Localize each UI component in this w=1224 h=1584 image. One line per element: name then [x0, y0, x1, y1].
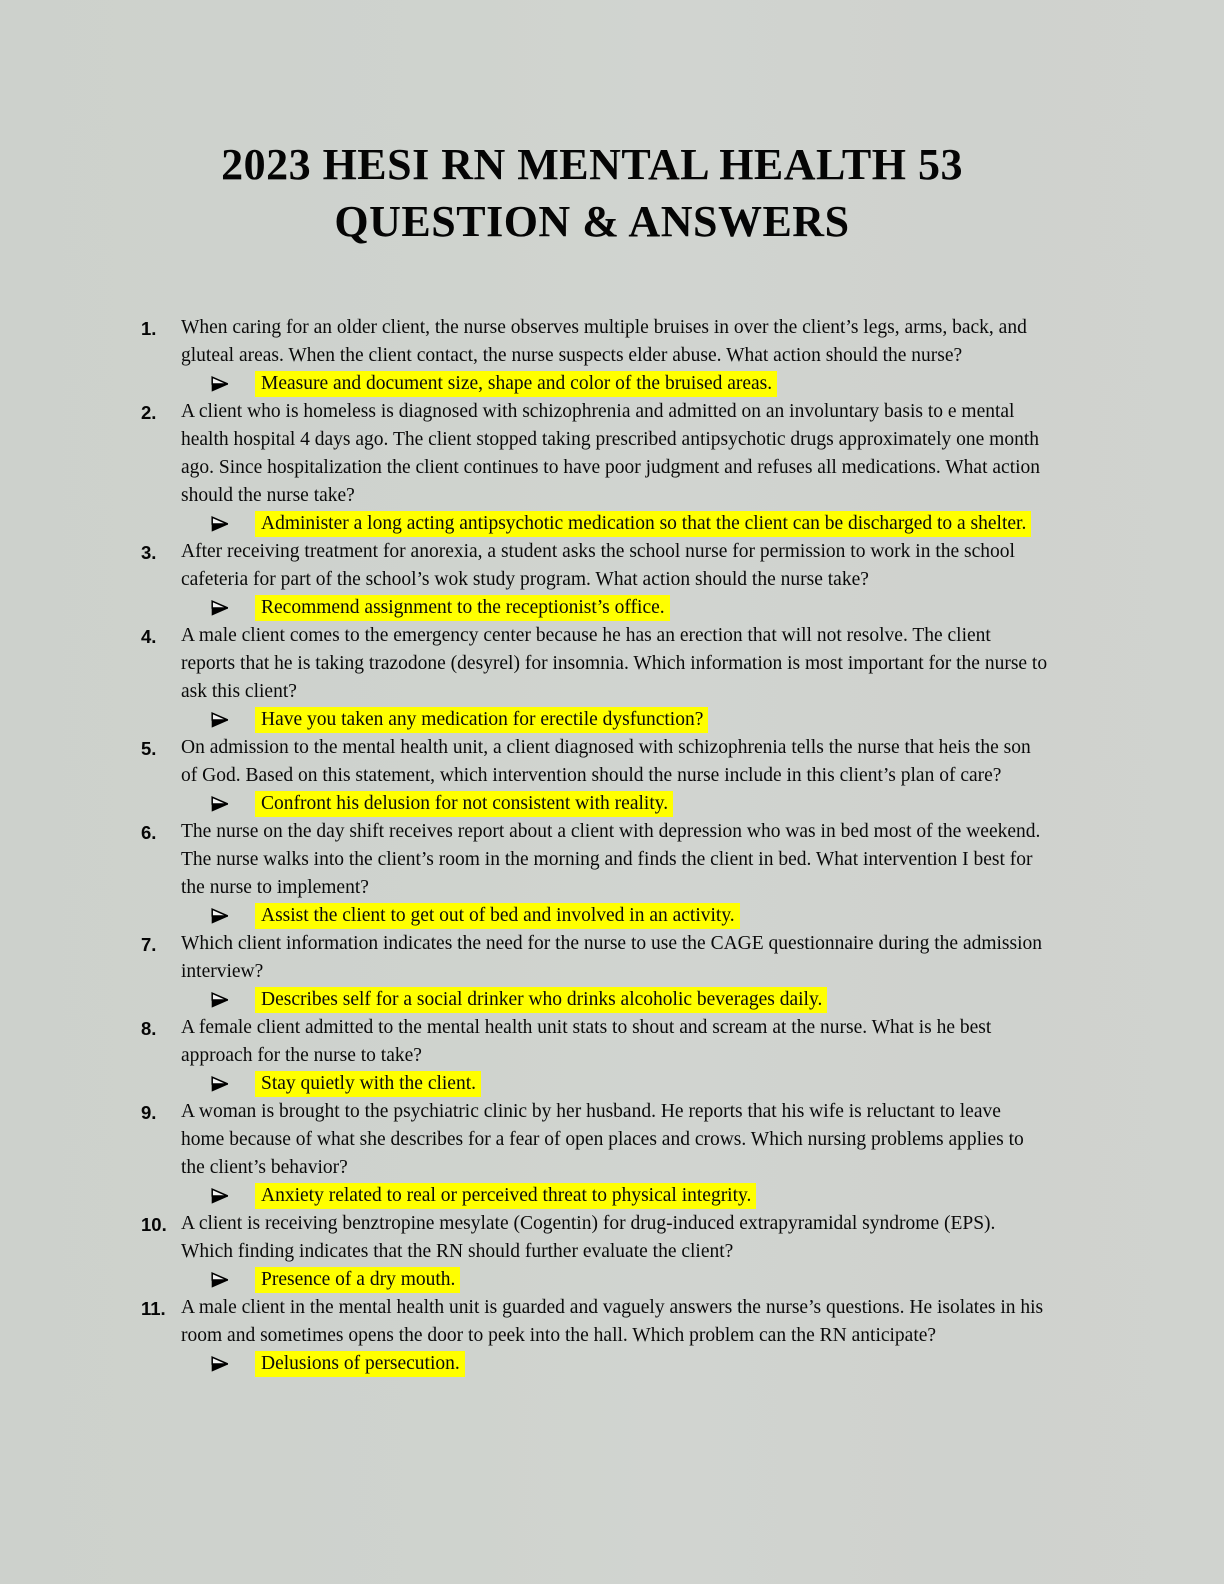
answer-line	[181, 706, 1048, 734]
question-number: 3.	[141, 542, 157, 563]
qa-item	[140, 1210, 1048, 1294]
answer-line	[181, 510, 1048, 538]
answer-arrowhead-icon	[211, 1272, 230, 1288]
question-number: 8.	[141, 1018, 157, 1039]
answer-arrowhead-icon	[211, 600, 230, 616]
qa-item	[140, 734, 1048, 818]
answer-highlight: Stay quietly with the client.	[255, 1071, 481, 1097]
answer-arrowhead-icon	[211, 1356, 230, 1372]
question-list	[140, 314, 1048, 1378]
page-title-line-1: 2023 HESI RN MENTAL HEALTH 53	[221, 140, 963, 189]
question-number: 11.	[141, 1298, 166, 1319]
question-text: On admission to the mental health unit, a client diagnosed with schizophrenia tells the nurse that heis the son of God. Based on this statement, which intervention should the nurse include in this client’s plan of care?	[181, 737, 1031, 786]
question-number: 5.	[141, 738, 157, 759]
answer-arrowhead-icon	[211, 992, 230, 1008]
answer-highlight: Delusions of persecution.	[255, 1351, 465, 1377]
answer-line	[181, 370, 1048, 398]
answer-line	[181, 790, 1048, 818]
question-number: 10.	[141, 1214, 167, 1235]
question-number: 1.	[141, 318, 157, 339]
answer-arrowhead-icon	[211, 712, 230, 728]
question-text: A female client admitted to the mental health unit stats to shout and scream at the nurse. What is he best approach for the nurse to take?	[181, 1017, 992, 1066]
answer-line	[181, 902, 1048, 930]
answer-highlight: Administer a long acting antipsychotic medication so that the client can be discharged to a shelter.	[255, 511, 1031, 537]
answer-highlight: Confront his delusion for not consistent with reality.	[255, 791, 673, 817]
answer-highlight: Assist the client to get out of bed and involved in an activity.	[255, 903, 740, 929]
answer-line	[181, 1182, 1048, 1210]
qa-item	[140, 622, 1048, 734]
qa-item	[140, 314, 1048, 398]
answer-arrowhead-icon	[211, 376, 230, 392]
answer-arrowhead-icon	[211, 1188, 230, 1204]
answer-line	[181, 594, 1048, 622]
answer-arrowhead-icon	[211, 1076, 230, 1092]
answer-highlight: Have you taken any medication for erectile dysfunction?	[255, 707, 708, 733]
question-text: A male client in the mental health unit is guarded and vaguely answers the nurse’s questions. He isolates in his room and sometimes opens the door to peek into the hall. Which problem can the RN anticipate?	[181, 1297, 1044, 1346]
answer-highlight: Recommend assignment to the receptionist’s office.	[255, 595, 670, 621]
question-number: 7.	[141, 934, 157, 955]
answer-highlight: Anxiety related to real or perceived threat to physical integrity.	[255, 1183, 756, 1209]
answer-arrowhead-icon	[211, 908, 230, 924]
question-text: A woman is brought to the psychiatric clinic by her husband. He reports that his wife is reluctant to leave home because of what she describes for a fear of open places and crows. Which nursing problems applies to the client’s behavior?	[181, 1101, 1024, 1178]
answer-arrowhead-icon	[211, 796, 230, 812]
qa-item	[140, 1294, 1048, 1378]
question-text: A male client comes to the emergency center because he has an erection that will not resolve. The client reports that he is taking trazodone (desyrel) for insomnia. Which information is most important for the nurse to ask this client?	[181, 625, 1048, 702]
question-text: Which client information indicates the need for the nurse to use the CAGE questionnaire during the admission interview?	[181, 933, 1043, 982]
question-number: 4.	[141, 626, 157, 647]
answer-line	[181, 1070, 1048, 1098]
answer-line	[181, 1350, 1048, 1378]
answer-line	[181, 986, 1048, 1014]
qa-item	[140, 1098, 1048, 1210]
answer-highlight: Measure and document size, shape and color of the bruised areas.	[255, 371, 777, 397]
qa-item	[140, 398, 1048, 538]
page-title-line-2: QUESTION & ANSWERS	[334, 197, 850, 246]
answer-line	[181, 1266, 1048, 1294]
page-title	[137, 136, 1047, 250]
qa-item	[140, 818, 1048, 930]
question-text: A client who is homeless is diagnosed with schizophrenia and admitted on an involuntary basis to e mental health hospital 4 days ago. The client stopped taking prescribed antipsychotic drugs approximately one month ago. Since hospitalization the client continues to have poor judgment and refuses all medications. What action should the nurse take?	[181, 401, 1041, 506]
qa-item	[140, 538, 1048, 622]
question-text: After receiving treatment for anorexia, a student asks the school nurse for permission to work in the school cafeteria for part of the school’s wok study program. What action should the nurse take?	[181, 541, 1015, 590]
answer-highlight: Describes self for a social drinker who drinks alcoholic beverages daily.	[255, 987, 827, 1013]
question-number: 9.	[141, 1102, 157, 1123]
question-number: 6.	[141, 822, 157, 843]
answer-arrowhead-icon	[211, 516, 230, 532]
qa-item	[140, 930, 1048, 1014]
question-text: A client is receiving benztropine mesylate (Cogentin) for drug-induced extrapyramidal syndrome (EPS). Which finding indicates that the RN should further evaluate the client?	[181, 1213, 996, 1262]
qa-item	[140, 1014, 1048, 1098]
question-text: The nurse on the day shift receives report about a client with depression who was in bed most of the weekend. The nurse walks into the client’s room in the morning and finds the client in bed. What intervention I best for the nurse to implement?	[181, 821, 1041, 898]
question-text: When caring for an older client, the nurse observes multiple bruises in over the client’s legs, arms, back, and gluteal areas. When the client contact, the nurse suspects elder abuse. What action should the nurse?	[181, 317, 1027, 366]
answer-highlight: Presence of a dry mouth.	[255, 1267, 460, 1293]
question-number: 2.	[141, 402, 157, 423]
